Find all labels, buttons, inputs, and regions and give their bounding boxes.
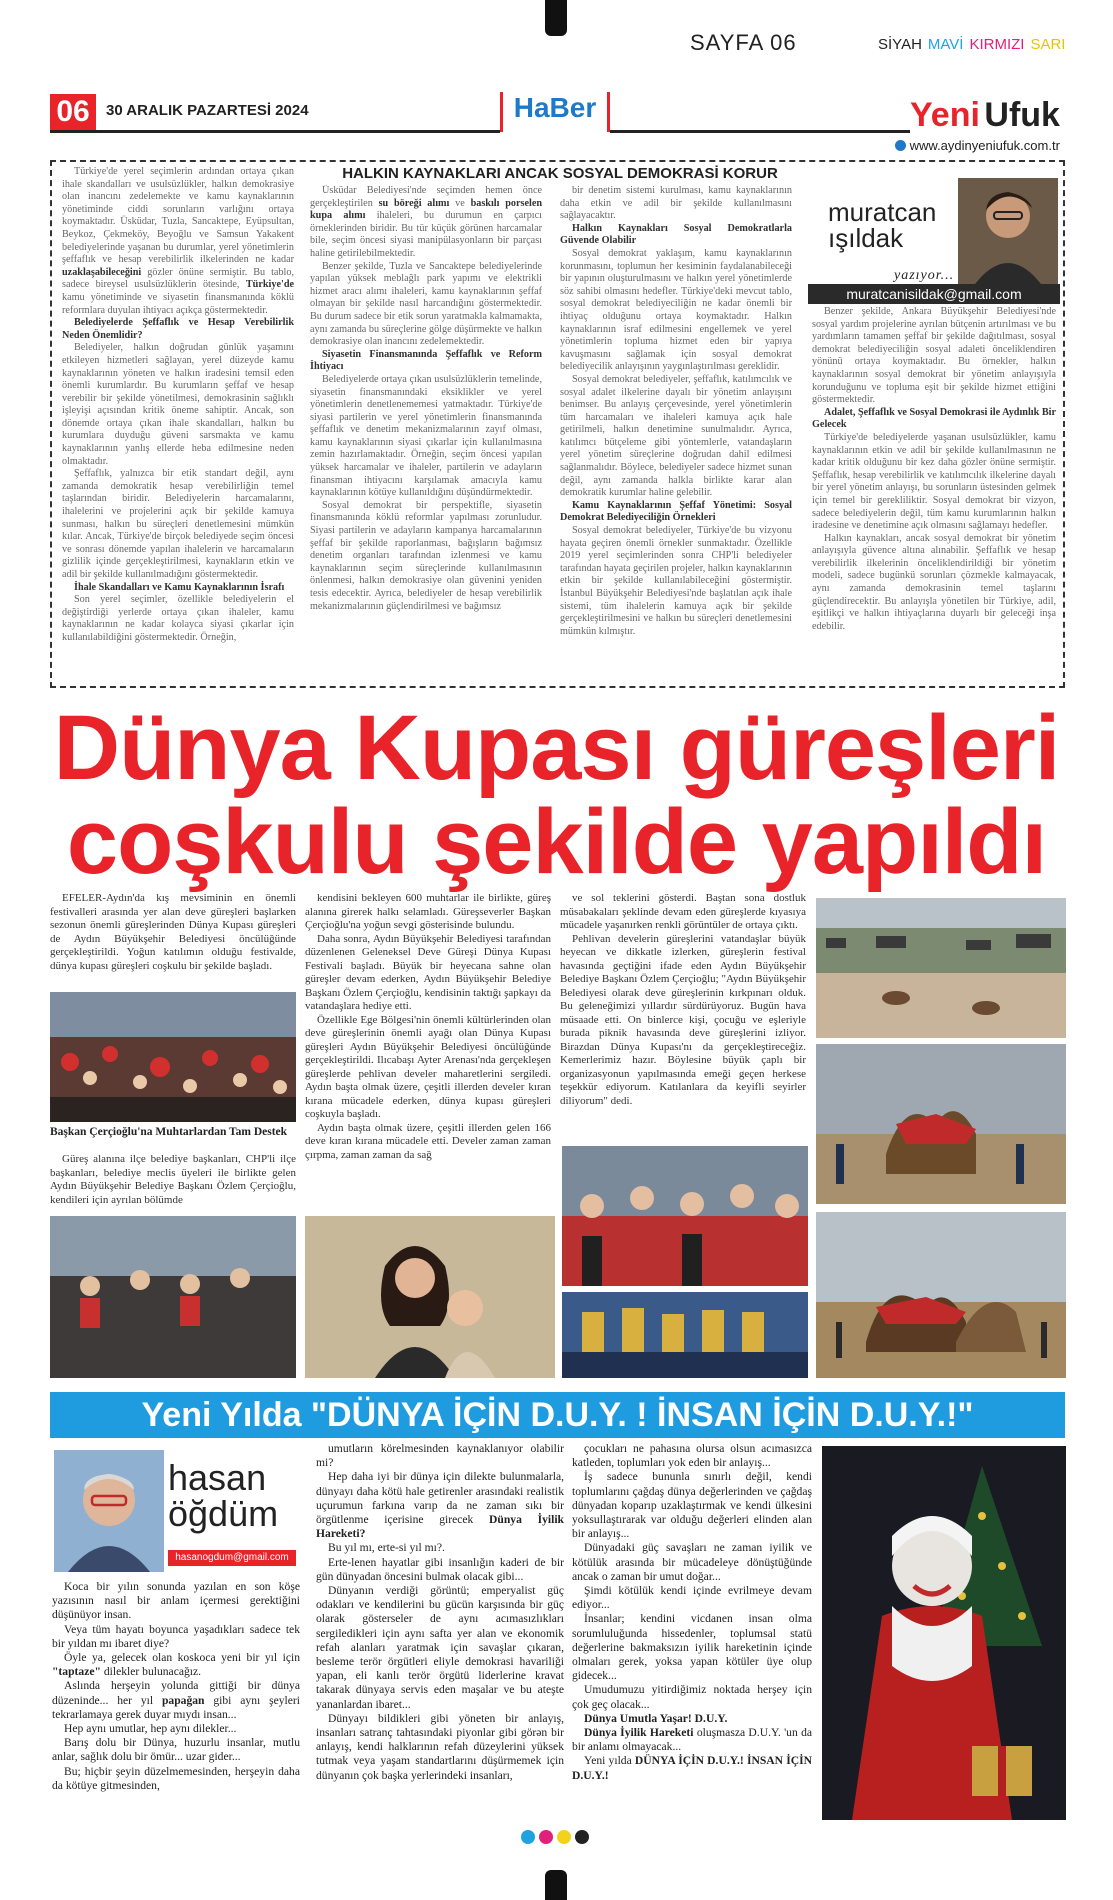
photo-officials (50, 1216, 296, 1378)
registration-mark-bottom (545, 1870, 567, 1900)
ink-blue: MAVİ (927, 36, 964, 53)
rule-right (610, 130, 910, 133)
opinion-author-first: hasan (168, 1457, 267, 1498)
photo-women-group (562, 1146, 808, 1286)
ink-black: SİYAH (878, 36, 922, 53)
opinion-author-last: öğdüm (168, 1493, 279, 1534)
photo-mayor-child (305, 1216, 555, 1378)
opinion-author-photo (54, 1450, 164, 1572)
column-text-2: Üsküdar Belediyesi'nde seçimden hemen önce gerçekleştirilen su böreği alımı ve baskılı porselen kupa alımı ihaleleri, bu durumun en çarpıcı örneklerinden biridir. Bu tür küçük görünen harcamalar bile, seçim öncesi siyasi manipülasyonların bir parçası haline getirilebilmektedir. Benzer şekilde, Tuzla ve Sancaktepe belediyelerinde yapılan yüksek meblağlı park yapımı ve elektrikli hizmet aracı alımı ihaleleri, kamu kaynaklarının şeffaf olmayan bir şekilde nasıl harcandığını göstermektedir. Bu durum sadece bir etik sorun yaratmakla kalmamakta, aynı zamanda bu süreçlerine gölge düşürmekte ve halkın demokrasiye olan inancını zedelemektedir. Siyasetin Finansmanında Şeffaflık ve Reform İhtiyacı Belediyelerde ortaya çıkan usulsüzlüklerin temelinde, siyasetin finansmanındaki eksiklikler ve yerel yönetimlerin denetlenememesi yatmaktadır. Türkiye'de siyasi partilerin ve yerel yönetimlerin finansmanında şeffaflık ve denetim mekanizmalarının zayıf olması, kamu kaynaklarının siyasi çıkarlar için kullanılmasına zemin hazırlamaktadır. Örneğin, seçim öncesi yapılan yüksek harcamalar ve ihaleler, partilerin ve adayların finansman ihtiyacını karşılamak amacıyla kamu kaynaklarının kötüye kullanıldığını düşündürmektedir. Sosyal demokrat bir perspektifle, siyasetin finansmanında köklü reformlar yapılması zorunludur. Siyasi partilerin ve adayların kampanya harcamalarının şeffaf bir şekilde raporlanması, bağışların bağımsız denetim organları tarafından izlenmesi ve kamu kaynaklarının seçim süreçlerinde kullanılmasının önlenmesi, halkın demokrasiye olan güvenini yeniden tesis edecektir. Ayrıca, belediyeler de hesap verebilirlik mekanizmalarının güçlendirilmesi ve bağımsız (310, 185, 542, 612)
column-title: HALKIN KAYNAKLARI ANCAK SOSYAL DEMOKRASİ KORUR (342, 165, 778, 182)
subheading: Kamu Kaynaklarının Şeffaf Yönetimi: Sosyal Demokrat Belediyeciliğin Örnekleri (560, 499, 792, 524)
brand-first: Yeni (910, 96, 980, 134)
registration-mark (545, 0, 567, 36)
ink-red: KIRMIZI (969, 36, 1025, 53)
author-photo (958, 178, 1058, 288)
opinion-text-2: umutların körelmesinden kaynaklanıyor olabilir mi? Hep daha iyi bir dünya için dilekte bulunmalarla, dünyayı daha kötü hale getirenler arasındaki realistik uçurumun farkına varıp da ne zaman sıkı bir örgütlenme içerisine girecek Dünya İyilik Hareketi? Bu yıl mı, erte-si yıl mı?. Erte-lenen hayatlar gibi insanlığın kaderi de bir gün dünyadan öncesini bulmak olacak gibi... Dünyanın verdiği görüntü; emperyalist güç odakları ve kendilerini bu gücün karşısında bir güç olarak gösterseler de aynı acımasızlıkları sergiledikleri için aynı safta yer alan ve ekonomik refah alanları yaratmak için savaşlar çıkaran, besleme terör örgütleri eliyle demokrasi havariliği yapan, eli kanlı terör örgütü liderlerine kravat takarak dünyaya servis eden maşalar ve bu ateşte yananlardan ibaret... Dünyayı bildikleri gibi yöneten bir anlayış, insanları satranç tahtasındaki piyonlar gibi görən bir anlayış, kendi halklarının refah düzeylerini yüksek tutmak veya yaşam standartlarını düşürmemek için dünyanın çok başka yerlerindeki insanları, (316, 1442, 564, 1782)
news-text-1: EFELER-Aydın'da kış mevsiminin en önemli festivalleri arasında yer alan deve güreşleri başlarken sezonun önemli güreşlerinden Dünya Kupası güreşleri de Aydın Büyükşehir Belediyesi öncülüğünde gerçekleştirildi. Yoğun katılımın olduğu festivalde, dünya kupası güreşleri coşkulu bir şekilde başladı. (50, 892, 296, 972)
author-last: ışıldak (828, 223, 904, 253)
brand-second: Ufuk (984, 96, 1060, 134)
photo-camel-wrestling (816, 1212, 1066, 1378)
dot-magenta (539, 1830, 553, 1844)
brand-logo (910, 96, 1060, 135)
dot-black (575, 1830, 589, 1844)
ink-yellow: SARI (1030, 36, 1066, 53)
page-number: 06 (50, 94, 96, 130)
news-text-2: Güreş alanına ilçe belediye başkanları, CHP'li ilçe başkanları, belediye meclis üyeleri ile birlikte gelen Aydın Büyükşehir Belediye Başkanı Özlem Çerçioğlu, kendileri için ayrılan bölümde (50, 1153, 296, 1206)
photo-crowd (50, 992, 296, 1122)
photo-trophies (562, 1292, 808, 1378)
website[interactable]: www.aydinyeniufuk.com.tr (895, 138, 1060, 153)
rule-left (50, 130, 500, 133)
photo-camels (816, 1044, 1066, 1204)
column-text-4: Benzer şekilde, Ankara Büyükşehir Belediyesi'nde sosyal yardım projelerine ayrılan bütçenin artırılması ve bu yardımların tamamen şeffaf bir şekilde dağıtılması, sosyal demokrat belediyeciliğin sosyal adaleti önceliklendiren yönünü ortaya koymaktadır. Bu örnekler, halkın kaynaklarının sosyal demokrat bir yönetim anlayışıyla korunduğunu ve topluma eşit bir şekilde hizmet ettiğini göstermektedir. Adalet, Şeffaflık ve Sosyal Demokrasi ile Aydınlık Bir Gelecek Türkiye'de belediyelerde yaşanan usulsüzlükler, kamu kaynaklarının etkin ve adil bir şekilde kullanılmasının ne kadar kritik olduğunu bir kez daha gözler önüne sermiştir. Şeffaflık, hesap verebilirlik ve katılımcılık ilkelerine dayalı bir yerel yönetim anlayışı, bu sorunların üstesinden gelmek için temel bir gerekliliktir. Sosyal demokrat bir vizyon, sadece belediyelerin değil, tüm kamu kurumlarının halkın iradesine ve denetimine açık olmasını sağlamayı hedefler. Halkın kaynakları, ancak sosyal demokrat bir yönetim anlayışıyla güvence altına alınabilir. Şeffaflık ve hesap verebilirlik ilkelerinin önceliklendirildiği bir yönetim modeli, sadece bugünkü sorunları çözmekle kalmayacak, aynı zamanda demokrasinin temel taşlarını güçlendirecektir. Bu anlayışla yönetilen bir Türkiye, adil, eşitlikçi ve halkın ihtiyaçlarına duyarlı bir geleceği inşa edebilir. (812, 306, 1056, 632)
subheading: Belediyelerde Şeffaflık ve Hesap Verebilirlik Neden Önemlidir? (62, 317, 294, 341)
opinion-author-box (50, 1446, 300, 1576)
globe-icon (895, 140, 906, 151)
author-tagline: yazıyor... (894, 268, 955, 283)
column-text-1: Türkiye'de yerel seçimlerin ardından ortaya çıkan ihale skandalları ve usulsüzlükler, halkın demokrasiye olan inancını zedelemekte ve kamu kaynaklarının yönetiminde ciddi sorunların varlığını ortaya koymaktadır. Üsküdar, Tuzla, Sancaktepe, Eyüpsultan, Beykoz, Çekmeköy, Beyoğlu ve Samsun Yakakent belediyelerinde yaşanan bu durumlar, yerel yönetimlerin şeffaflık ve hesap verebilirlik ilkelerinden ne kadar uzaklaşabileceğini gözler önüne sermiştir. Bu tablo, sadece bireysel usulsüzlüklerin ötesinde, Türkiye'de kamu yönetiminde ve siyasetin finansmanında köklü reformlara duyulan ihtiyacı açıkça göstermektedir. Belediyelerde Şeffaflık ve Hesap Verebilirlik Neden Önemlidir? Belediyeler, halkın doğrudan günlük yaşamını etkileyen hizmetleri sağlayan, yerel düzeyde kamu kaynaklarının yöneten ve halkın iradesini temsil eden önemli kurumlardır. Bu kurumların şeffaf ve hesap verebilir bir şekilde yönetilmesi, demokrasinin sağlıklı işleyişi açısından kritik öneme sahiptir. Ancak, son dönemde ortaya çıkan ihale skandalları, halkın bu kurumlara duyduğu güveni sarsmakta ve kamu kaynaklarının yanlış ellerde heba edilmesine neden olmaktadır. Şeffaflık, yalnızca bir etik standart değil, aynı zamanda demokratik hesap verebilirliğin temel taşlarından biridir. Belediyelerin harcamalarını, ihalelerini ve projelerini açık bir şekilde kamuya sunması, halkın bu süreçleri denetlemesini mümkün kılar. Ancak, Türkiye'de birçok belediyede seçim öncesi ve sonrası dönemde yapılan ihalelerin ve harcamaların gizlilik içinde gerçekleştirilmesi, kaynakların etkin ve adil bir şekilde kullanılmadığını göstermektedir. İhale Skandalları ve Kamu Kaynaklarının İsrafı Son yerel seçimler, özellikle belediyelerin el değiştirdiği yerlerde ortaya çıkan ihaleler, kamu kaynaklarının ne kadar kolayca siyasi çıkarlar için kullanılabildiğini göstermektedir. Örneğin, (62, 166, 294, 643)
issue-date: 30 ARALIK PAZARTESİ 2024 (106, 102, 309, 119)
color-dots (392, 1830, 722, 1848)
section-title: HaBer (513, 92, 597, 123)
author-email[interactable]: muratcanisildak@gmail.com (808, 284, 1060, 304)
opinion-text-1: Koca bir yılın sonunda yazılan en son köşe yazısının nasıl bir anlam içermesi gerektiğini düşünüyor insan. Veya tüm hayatı boyunca yaşadıkları sadece tek bir yıldan mı ibaret diye? Öyle ya, gelecek olan koskoca yeni bir yıl için "taptaze" dilekler bulunacağız. Aslında herşeyin yolunda gittiği bir dünya düzeninde... her yıl papağan gibi aynı şeyleri tekrarlamaya gerek duyar mıydı insan... Hep aynı umutlar, hep aynı dilekler... Barış dolu bir Dünya, huzurlu insanlar, mutlu anlar, sağlık dolu bir ömür... uzar gider... Bu; hiçbir şeyin düzelmemesinden, herşeyin daha da kötüye gitmesinden, (52, 1580, 300, 1792)
news-headline-2: coşkulu şekilde yapıldı (66, 791, 1047, 893)
page-label: SAYFA 06 (690, 30, 797, 55)
dot-yellow (557, 1830, 571, 1844)
ink-legend (872, 36, 1065, 54)
news-headline-1: Dünya Kupası güreşleri (53, 697, 1060, 799)
photo-caption: Başkan Çerçioğlu'na Muhtarlardan Tam Destek (50, 1126, 288, 1138)
opinion-banner: Yeni Yılda "DÜNYA İÇİN D.U.Y. ! İNSAN İÇİN D.U.Y.!" (50, 1392, 1065, 1438)
author-first: muratcan (828, 197, 937, 227)
subheading: Adalet, Şeffaflık ve Sosyal Demokrasi ile Aydınlık Bir Gelecek (812, 406, 1056, 431)
news-text-3: kendisini bekleyen 600 muhtarlar ile birlikte, güreş alanına girerek halkı selamladı. Güreşseverler Başkan Çerçioğlu'na yoğun sevgi gösterisinde bulundu. Daha sonra, Aydın Büyükşehir Belediyesi tarafından düzenlenen Geleneksel Deve Güreşi Dünya Kupası Festivali başladı. Büyük bir heyecana sahne olan güreşler devam ederken, Aydın Büyükşehir Belediye Başkanı Özlem Çerçioğlu, kendisinin taktığı şapkayı da vatandaşlara hediye etti. Özellikle Ege Bölgesi'nin önemli kültürlerinden olan deve güreşlerinin önemli ayağı olan Dünya Kupası güreşleri Aydın Büyükşehir Belediyesi öncülüğünde gerçekleştirildi. Ilıcabaşı Ayter Arenası'nda gerçekleşen güreşlerde pehlivan develer maharetlerini sergiledi. Aydın başta olmak üzere, çeşitli illerden develer kıran kırana mücadele ederken, dünya kupası güreşleri coşkuyla başladı. Aydın başta olmak üzere, çeşitli illerden gelen 166 deve kıran kırana mücadele etti. Develer zaman zaman çırpma, zaman zaman da sağ (305, 892, 551, 1161)
dot-cyan (521, 1830, 535, 1844)
opinion-text-3: çocukları ne pahasına olursa olsun acımasızca katleden, toplumları yok eden bir anlayış... İş sadece bununla sınırlı değil, kendi toplumlarını çağdaş dünya değerlerinden ve çağdaş dünyadan koparıp uzaklaştırmak ve kendi ülkesini yoksullaştırarak var olduğu değerleri elinden alan bir anlayış... Dünyadaki güç savaşları ne zaman iyilik ve kötülük arasında bir mücadeleye dönüştüğünde ancak o zaman bir umut doğar... Şimdi kötülük kendi içinde evrilmeye devam ediyor... İnsanlar; kendini vicdanen insan olma sorumluluğunda hissedenler, toplumsal statü değerlerine bakmaksızın iyilik hareketinin içinde olmaları gerek, yoksa yapan kötüler üye olup gidecek... Umudumuzu yitirdiğimiz noktada herşey için çok geç olacak... Dünya Umutla Yaşar! D.U.Y. Dünya İyilik Hareketi oluşmasza D.U.Y. 'un da bir anlamı olmayacak... Yeni yılda DÜNYA İÇİN D.U.Y.! İNSAN İÇİN D.U.Y.! (572, 1442, 812, 1782)
subheading: Halkın Kaynakları Sosyal Demokratlarla Güvende Olabilir (560, 222, 792, 247)
author-box (808, 178, 1060, 300)
news-text-4: ve sol teklerini gösterdi. Baştan sona dostluk müsabakaları şeklinde devam eden güreşlerde kıyasıya mücadele yaşanırken renkli görüntüler de ortaya çıktı. Pehlivan develerin güreşlerini vatandaşlar büyük heyecan ve dikkatle izlerken, güreşlerin festival havasında geçtiğini ifade eden Aydın Büyükşehir Belediye Başkanı Özlem Çerçioğlu; "Aydın Büyükşehir Belediyesi olarak deve güreşlerinin kırkpınarı olduk. Bu geleneğimizi yıllardır sürdürüyoruz. Bugün hava müsaade etti. On binlerce kişi, çocuğu ve eşleriyle burada piknik havasında deve güreşlerini izliyor. Birazdan Dünya Kupası'nı da gerçekleştireceğiz. Kemerlerimiz hazır. Böylesine büyük çaplı bir organizasyonun yapılmasında emeği geçen herkese teşekkür ediyorum. Katılanlara da keyifli seyirler diliyorum" dedi. (560, 892, 806, 1107)
section-tag (500, 92, 610, 132)
photo-arena (816, 898, 1066, 1038)
column-text-3: bir denetim sistemi kurulması, kamu kaynaklarının daha etkin ve adil bir şekilde kullanılmasını sağlayacaktır. Halkın Kaynakları Sosyal Demokratlarla Güvende Olabilir Sosyal demokrat yaklaşım, kamu kaynaklarının korunmasını, toplumun her kesiminin faydalanabileceği bir yapının oluşturulmasını ve halkın yerel yönetimlerde söz sahibi olmasını hedefler. Türkiye'deki mevcut tablo, sosyal demokrat belediyeciliğin ne kadar önemli bir ihtiyaç olduğunu ortaya koymaktadır. Halkın kaynaklarının israf edilmesini engellemek ve yerel yönetimlerin topluma hizmet eden bir yapıya kavuşmasını sağlamak için sosyal demokrat belediyecilik anlayışının yaygınlaştırılması gereklidir. Sosyal demokrat belediyeler, şeffaflık, katılımcılık ve sosyal adalet ilkelerine dayalı bir yönetim anlayışını benimser. Bu anlayış çerçevesinde, yerel yönetimlerin tüm harcamaları ve ihaleleri kamuya açık hale getirilmeli, halkın denetimine sunulmalıdır. Ayrıca, katılımcı bütçeleme gibi yöntemlerle, vatandaşların yerel yönetim süreçlerine doğrudan dahil edilmesi sağlanmalıdır. Böylece, belediyeler sadece hizmet sunan değil, aynı zamanda halkla birlikte karar alan demokratik kurumlar haline gelebilir. Kamu Kaynaklarının Şeffaf Yönetimi: Sosyal Demokrat Belediyeciliğin Örnekleri Sosyal demokrat belediyeler, Türkiye'de bu vizyonu hayata geçiren önemli örnekler sunmaktadır. Özellikle 2019 yerel seçimlerinden sonra CHP'li belediyeler tarafından hayata geçirilen projeler, halkın kaynaklarının etkin bir şekilde kullanılabileceğini göstermiştir. İstanbul Büyükşehir Belediyesi'nde başlatılan açık ihale sistemi, tüm ihalelerin kamuya açık bir şekilde gerçekleştirilmesini ve halkın bu süreçleri denetlemesini mümkün kılmıştır. (560, 185, 792, 637)
subheading: Siyasetin Finansmanında Şeffaflık ve Reform İhtiyacı (310, 348, 542, 373)
photo-santa-joker (822, 1446, 1066, 1820)
opinion-author-email[interactable]: hasanogdum@gmail.com (168, 1550, 296, 1566)
subheading: İhale Skandalları ve Kamu Kaynaklarının İsrafı (74, 581, 285, 593)
